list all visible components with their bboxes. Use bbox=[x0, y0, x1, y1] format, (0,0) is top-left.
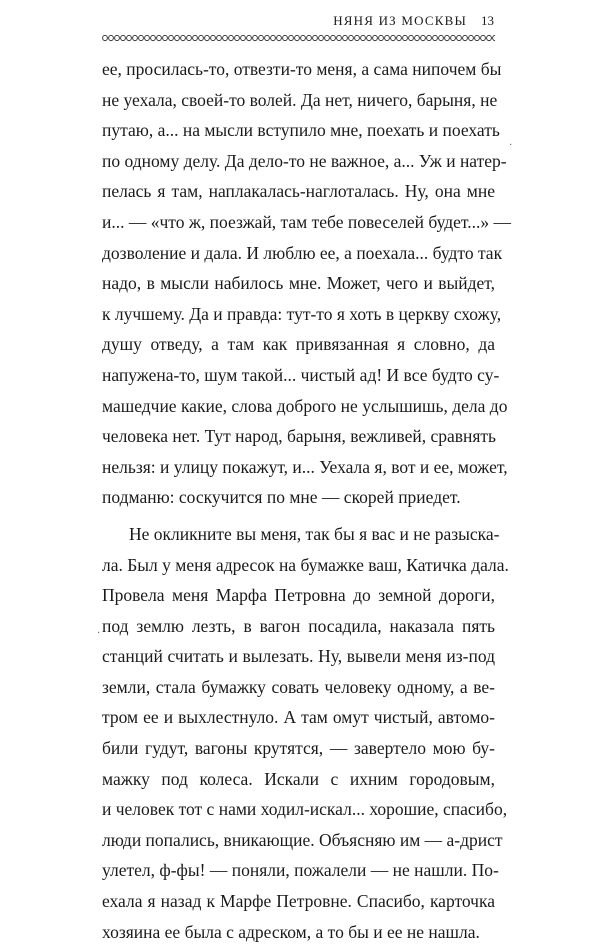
text-line: душу отведу, а там как привязанная я словно, да bbox=[102, 334, 495, 355]
text-line: напужена-то, шум такой... чистый ад! И все будто су- bbox=[102, 364, 500, 385]
text-line: хозяина ее была с адреском, а то бы и ее не нашла. bbox=[102, 921, 480, 942]
text-line: и... — «что ж, поезжай, там тебе повеселей будет...» — bbox=[102, 211, 511, 232]
text-line: ее, просилась-то, отвезти-то меня, а сама нипочем бы bbox=[102, 59, 502, 79]
text-line: подманю: соскучится по мне — скорей приедет. bbox=[102, 487, 461, 508]
text-line: улетел, ф-фы! — поняли, пожалели — не нашли. По- bbox=[102, 860, 499, 881]
text-line: не уехала, своей-то волей. Да нет, ничего, барыня, не bbox=[102, 89, 498, 110]
text-line: под землю лезть, в вагон посадила, наказала пять bbox=[102, 615, 495, 636]
page-number: 13 bbox=[481, 13, 494, 28]
text-line: люди попались, вникающие. Объясняю им — а-дрист bbox=[102, 829, 503, 850]
scan-speck: · bbox=[509, 140, 513, 151]
running-head-title: НЯНЯ ИЗ МОСКВЫ bbox=[333, 13, 467, 28]
text-line: Не окликните вы меня, так бы я вас и не разыска- bbox=[129, 523, 500, 544]
text-line: по одному делу. Да дело-то не важное, а... Уж и натер- bbox=[102, 150, 507, 171]
text-line: Провела меня Марфа Петровна до земной дороги, bbox=[102, 585, 495, 606]
scan-speck: · bbox=[97, 628, 101, 639]
text-line: били гудут, вагоны крутятся, — завертело мою бу- bbox=[102, 738, 495, 759]
text-line: тром ее и выхлестнуло. А там омут чистый, автомо- bbox=[102, 707, 495, 728]
text-line: ехала я назад к Марфе Петровне. Спасибо, карточка bbox=[102, 891, 495, 912]
text-line: и человек тот с нами ходил-искал... хорошие, спасибо, bbox=[102, 799, 508, 820]
text-line: к лучшему. Да и правда: тут-то я хоть в церкву схожу, bbox=[102, 303, 502, 324]
paragraph-1 bbox=[102, 54, 511, 513]
text-line: земли, стала бумажку совать человеку одному, а ве- bbox=[102, 676, 495, 697]
body-text bbox=[102, 54, 511, 947]
text-line: дозволение и дала. И люблю ее, а поехала... будто так bbox=[102, 242, 503, 263]
text-line: человека нет. Тут народ, барыня, вежливей, сравнять bbox=[102, 426, 497, 447]
text-line: мажку под колеса. Искали с ихним городовым, bbox=[102, 768, 495, 789]
text-line: станций считать и вылезать. Ну, вывели меня из-под bbox=[102, 646, 495, 667]
paragraph-2 bbox=[102, 519, 509, 947]
text-line: пелась я там, наплакалась-наглоталась. Ну, она мне bbox=[102, 181, 495, 202]
text-line: нельзя: и улицу покажут, и... Уехала я, вот и ее, может, bbox=[102, 456, 508, 477]
text-line: путаю, а... на мысли вступило мне, поехать и поехать bbox=[102, 120, 500, 141]
running-head bbox=[333, 13, 494, 29]
text-line: машедчие какие, слова доброго не услышишь, дела до bbox=[102, 395, 508, 416]
text-line: надо, в мысли набилось мне. Может, чего и выйдет, bbox=[102, 273, 495, 294]
ornamental-rule bbox=[102, 34, 495, 42]
text-line: ла. Был у меня адресок на бумажке ваш, Катичка дала. bbox=[102, 554, 509, 575]
